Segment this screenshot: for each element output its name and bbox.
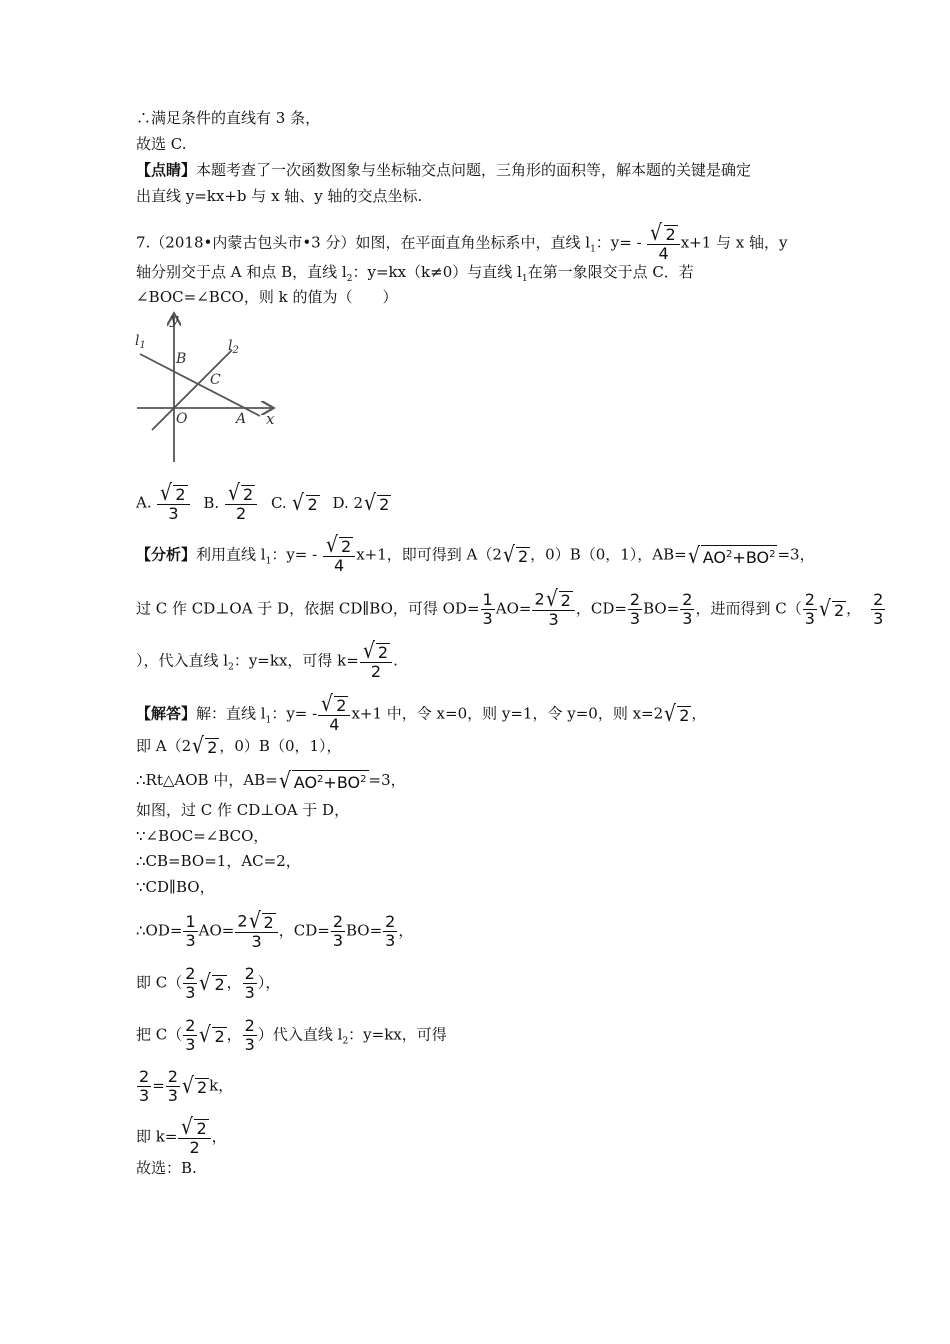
solution-line-5: ∵∠BOC=∠BCO， bbox=[136, 827, 269, 845]
label-l1: $l_1$ bbox=[135, 333, 146, 351]
question-line-3: ∠BOC=∠BCO，则 k 的值为（ ） bbox=[136, 288, 398, 306]
label-o: O bbox=[176, 411, 188, 427]
solution-line-8: ∴OD= $\frac{1}{3}$ AO= 2 √ 2 3 ，CD= $\frac{2}{3}$ BO= $\frac{2}{3}$ ， bbox=[136, 909, 414, 951]
comment-tag: 【点睛】 bbox=[136, 161, 197, 179]
solution-line-3: ∴Rt△AOB 中，AB= √ $AO^2+BO^2$ =3， bbox=[136, 769, 406, 794]
solution-line-1: 【解答】解：直线 $l_1$：y= - √ 2 4 x+1 中，令 x=0，则 y=1，令 y=0，则 x=2 √ 2 ， bbox=[136, 692, 707, 734]
question-line-1: 7.（2018•内蒙古包头市•3 分）如图，在平面直角坐标系中，直线 $l_1$：y= - √ 2 4 x+1 与 x 轴，y bbox=[136, 221, 788, 263]
label-c: C bbox=[210, 372, 221, 388]
label-a: A bbox=[236, 411, 247, 427]
solution-line-13: 故选：B. bbox=[136, 1159, 197, 1177]
label-x: x bbox=[266, 410, 275, 428]
analysis-line-3: ），代入直线 $l_2$：y=kx，可得 k= √ 2 2 . bbox=[136, 639, 398, 681]
coordinate-figure bbox=[132, 310, 282, 466]
solution-line-4: 如图，过 C 作 CD⊥OA 于 D， bbox=[136, 801, 350, 819]
text-line: 故选 C. bbox=[136, 135, 187, 153]
solution-line-12: 即 k= √ 2 2 ， bbox=[136, 1115, 227, 1157]
analysis-line-2: 过 C 作 CD⊥OA 于 D，依据 CD∥BO，可得 OD= $\frac{1}{3}$ AO= 2 √ 2 3 ，CD= $\frac{2}{3}$ BO= $\frac{2}{3}$ ，进而得到 C（ $\frac{2}{3}$ √ 2 ， $\frac{2}{3}$ bbox=[136, 587, 884, 629]
label-y: y bbox=[170, 310, 179, 328]
solution-line-9: 即 C（ $\frac{2}{3}$ √ 2 ， $\frac{2}{3}$ ）， bbox=[136, 964, 281, 1002]
label-b: B bbox=[176, 351, 187, 367]
solution-line-10: 把 C（ $\frac{2}{3}$ √ 2 ， $\frac{2}{3}$ ）代入直线 $l_2$：y=kx，可得 bbox=[136, 1016, 447, 1054]
comment-line-2: 出直线 y=kx+b 与 x 轴、y 轴的交点坐标. bbox=[136, 187, 423, 205]
solution-line-2: 即 A（2 √ 2 ，0）B（0，1）， bbox=[136, 734, 342, 759]
options-line: A. √ 2 3 B. √ 2 2 C. √ 2 D. 2 √ 2 bbox=[136, 481, 390, 523]
solution-line-6: ∴CB=BO=1，AC=2， bbox=[136, 852, 301, 870]
comment-line: 【点睛】本题考查了一次函数图象与坐标轴交点问题，三角形的面积等，解本题的关键是确定 bbox=[136, 161, 752, 179]
question-line-2: 轴分别交于点 A 和点 B，直线 $l_2$：y=kx（k≠0）与直线 $l_1$在第一象限交于点 C．若 bbox=[136, 263, 694, 284]
label-l2: $l_2$ bbox=[228, 338, 239, 356]
solution-line-11: $\frac{2}{3}$ = $\frac{2}{3}$ √ 2 k， bbox=[139, 1067, 234, 1105]
text-line: ∴满足条件的直线有 3 条， bbox=[136, 109, 321, 127]
solution-line-7: ∵CD∥BO， bbox=[136, 878, 215, 896]
fraction: √ 2 4 bbox=[647, 224, 679, 263]
analysis-line-1: 【分析】利用直线 $l_1$：y= - √ 2 4 x+1，即可得到 A（2 √ 2 ，0）B（0，1），AB= √ $AO^2+BO^2$ =3， bbox=[136, 533, 815, 575]
